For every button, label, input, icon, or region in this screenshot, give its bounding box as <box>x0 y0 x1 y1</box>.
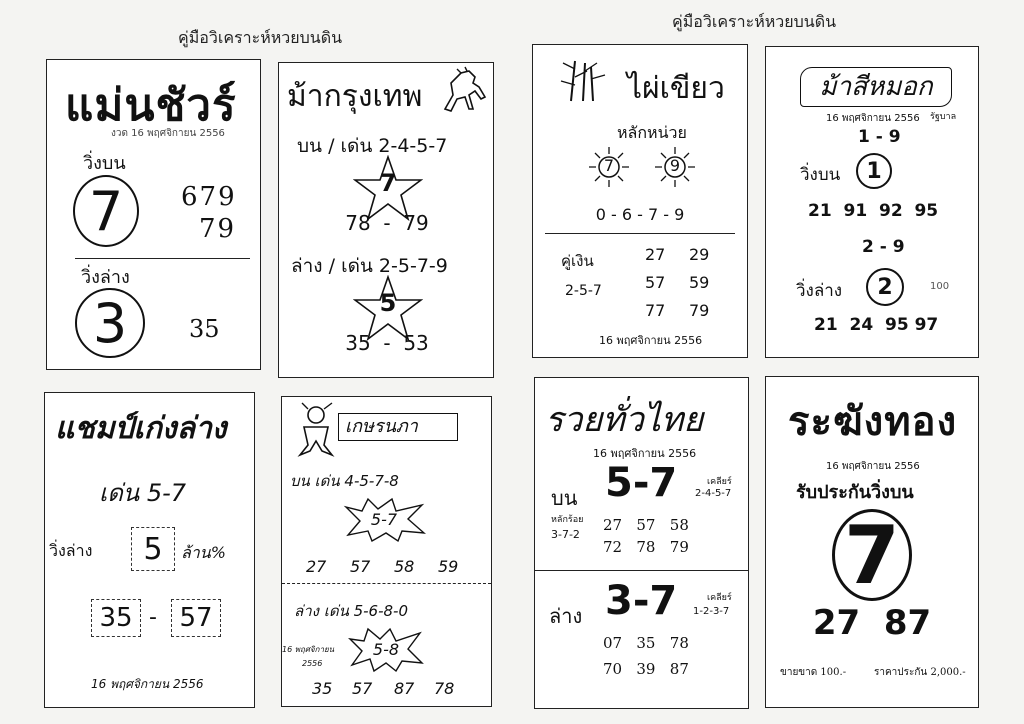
ruaythua-top-label: บน <box>551 486 578 510</box>
paikhiao-sun-a: 7 <box>603 156 615 175</box>
mansure-top-combo-2: 79 <box>199 214 237 244</box>
makrungthep-bottom-line: ล่าง / เด่น 2-5-7-9 <box>291 255 448 277</box>
rakhang-date: 16 พฤศจิกายน 2556 <box>826 461 920 472</box>
mansure-bottom-label: วิ่งล่าง <box>81 267 130 288</box>
kesorn-top-line: บน เด่น 4-5-7-8 <box>290 472 399 490</box>
champ-pair-a: 35 <box>99 603 133 633</box>
champ-featured: เด่น 5-7 <box>99 479 187 507</box>
masimok-top-numbers: 21 91 92 95 <box>808 201 939 221</box>
mansure-bottom-combo: 35 <box>189 315 220 343</box>
masimok-bottom-circle <box>866 268 904 306</box>
rakhang-subtitle: รับประกันวิ่งบน <box>796 482 914 503</box>
rakhang-price-guarantee: ราคาประกัน 2,000.- <box>874 667 966 678</box>
bamboo-icon <box>557 57 613 103</box>
kesorn-panel <box>281 396 492 707</box>
ruaythua-bottom-value: 3-7 <box>605 578 678 624</box>
champ-date: 16 พฤศจิกายน 2556 <box>91 677 204 691</box>
ruaythua-hundred-value: 3-7-2 <box>551 528 580 541</box>
masimok-date: 16 พฤศจิกายน 2556 <box>826 113 920 124</box>
mansure-top-number: 7 <box>88 179 124 243</box>
champ-panel <box>44 392 255 708</box>
ruaythua-divider <box>535 570 748 571</box>
ruaythua-date: 16 พฤศจิกายน 2556 <box>593 447 697 460</box>
masimok-top-number: 1 <box>866 158 882 184</box>
rakhang-number: 7 <box>844 508 900 602</box>
ruaythua-hundred-label: หลักร้อย <box>551 515 584 525</box>
ruaythua-bottom-row2: 70 39 87 <box>603 660 689 678</box>
ruaythua-bottom-row1: 07 35 78 <box>603 634 689 652</box>
champ-pair-b-box <box>171 599 221 637</box>
horse-icon <box>439 65 491 117</box>
ruaythua-bottom-label: ล่าง <box>549 604 583 628</box>
masimok-bottom-label: วิ่งล่าง <box>796 281 843 301</box>
masimok-top-label: วิ่งบน <box>800 165 841 185</box>
ruaythua-top-value: 5-7 <box>605 460 678 506</box>
masimok-bottom-pair: 2 - 9 <box>862 237 905 257</box>
masimok-top-circle <box>856 153 892 189</box>
mansure-title: แม่นชัวร์ <box>65 80 237 131</box>
kesorn-top-num-4: 59 <box>438 557 459 576</box>
champ-title: แชมป์เก่งล่าง <box>55 411 227 446</box>
page-header-left: คู่มือวิเคราะห์หวยบนดิน <box>178 28 343 47</box>
champ-run-number: 5 <box>143 531 163 567</box>
ruaythua-panel <box>534 377 749 709</box>
masimok-bottom-number: 2 <box>877 274 893 300</box>
champ-pair-b: 57 <box>179 603 213 633</box>
ruaythua-top-clear: 2-4-5-7 <box>695 488 732 499</box>
rakhang-title: ระฆังทอง <box>788 399 958 445</box>
kesorn-bottom-num-1: 35 <box>312 679 333 698</box>
mansure-top-label: วิ่งบน <box>83 153 126 174</box>
warrior-icon <box>292 401 342 457</box>
paikhiao-col1-3: 77 <box>645 301 666 320</box>
kesorn-divider <box>282 583 491 584</box>
paikhiao-col1-2: 57 <box>645 273 666 292</box>
kesorn-top-num-2: 57 <box>350 557 371 576</box>
mansure-divider <box>75 258 250 259</box>
paikhiao-col2-1: 29 <box>689 245 710 264</box>
masimok-bottom-numbers: 21 24 95 97 <box>814 315 939 335</box>
masimok-bottom-note: 100 <box>930 281 950 292</box>
makrungthep-top-pair: 78 - 79 <box>345 211 429 235</box>
kesorn-bottom-line: ล่าง เด่น 5-6-8-0 <box>294 602 409 620</box>
rakhang-pair: 27 87 <box>812 603 932 643</box>
champ-run-label: วิ่งล่าง <box>49 541 93 560</box>
paikhiao-divider <box>545 233 735 234</box>
makrungthep-top-line: บน / เด่น 2-4-5-7 <box>297 135 448 157</box>
mansure-bottom-circle <box>75 288 145 358</box>
kesorn-bottom-num-2: 57 <box>352 679 373 698</box>
paikhiao-sun-b: 9 <box>669 156 681 175</box>
mansure-top-circle <box>73 175 139 247</box>
ruaythua-top-clear-label: เคลียร์ <box>707 477 732 487</box>
kesorn-top-num-1: 27 <box>306 557 327 576</box>
makrungthep-bottom-pair: 35 - 53 <box>345 331 429 355</box>
champ-run-box <box>131 527 175 571</box>
paikhiao-panel <box>532 44 748 358</box>
paikhiao-pair-key: 2-5-7 <box>565 283 602 299</box>
kesorn-bottom-date-1: 16 พฤศจิกายน <box>282 645 335 654</box>
champ-run-suffix: ล้าน% <box>181 543 226 562</box>
makrungthep-title: ม้ากรุงเทพ <box>287 79 423 114</box>
mansure-date: งวด 16 พฤศจิกายน 2556 <box>111 128 225 139</box>
ruaythua-bottom-clear: 1-2-3-7 <box>693 606 730 617</box>
paikhiao-col2-2: 59 <box>689 273 710 292</box>
paikhiao-title: ไผ่เขียว <box>627 71 725 106</box>
masimok-panel <box>765 46 979 358</box>
page-header-right: คู่มือวิเคราะห์หวยบนดิน <box>672 12 837 31</box>
kesorn-bottom-num-4: 78 <box>434 679 455 698</box>
masimok-top-pair: 1 - 9 <box>858 127 901 147</box>
rakhang-price-sell: ขายขาด 100.- <box>780 667 847 678</box>
kesorn-title: เกษรนภา <box>338 413 458 441</box>
makrungthep-panel <box>278 62 494 378</box>
makrungthep-bottom-star: 5 <box>379 289 397 317</box>
masimok-title: ม้าสีหมอก <box>800 67 952 107</box>
mansure-panel <box>46 59 261 370</box>
paikhiao-date: 16 พฤศจิกายน 2556 <box>599 334 703 347</box>
rakhang-panel <box>765 376 979 708</box>
ruaythua-top-row2: 72 78 79 <box>603 538 689 556</box>
mansure-top-combo-1: 679 <box>181 182 237 212</box>
champ-pair-a-box <box>91 599 141 637</box>
champ-dash: - <box>149 605 157 630</box>
mansure-bottom-number: 3 <box>92 291 128 355</box>
kesorn-top-burst: 5-7 <box>370 510 398 529</box>
makrungthep-top-star: 7 <box>379 169 397 197</box>
kesorn-bottom-num-3: 87 <box>394 679 415 698</box>
masimok-note: รัฐบาล <box>930 112 957 122</box>
paikhiao-subtitle: หลักหน่วย <box>617 123 687 142</box>
ruaythua-bottom-clear-label: เคลียร์ <box>707 593 732 603</box>
kesorn-top-num-3: 58 <box>394 557 415 576</box>
ruaythua-top-row1: 27 57 58 <box>603 516 689 534</box>
paikhiao-digits: 0 - 6 - 7 - 9 <box>595 205 685 224</box>
paikhiao-col1-1: 27 <box>645 245 666 264</box>
paikhiao-col2-3: 79 <box>689 301 710 320</box>
kesorn-bottom-date-2: 2556 <box>302 659 323 668</box>
rakhang-circle <box>832 509 912 601</box>
ruaythua-title: รวยทั่วไทย <box>545 400 704 440</box>
paikhiao-pair-label: คู่เงิน <box>561 252 594 270</box>
kesorn-bottom-burst: 5-8 <box>372 640 400 659</box>
